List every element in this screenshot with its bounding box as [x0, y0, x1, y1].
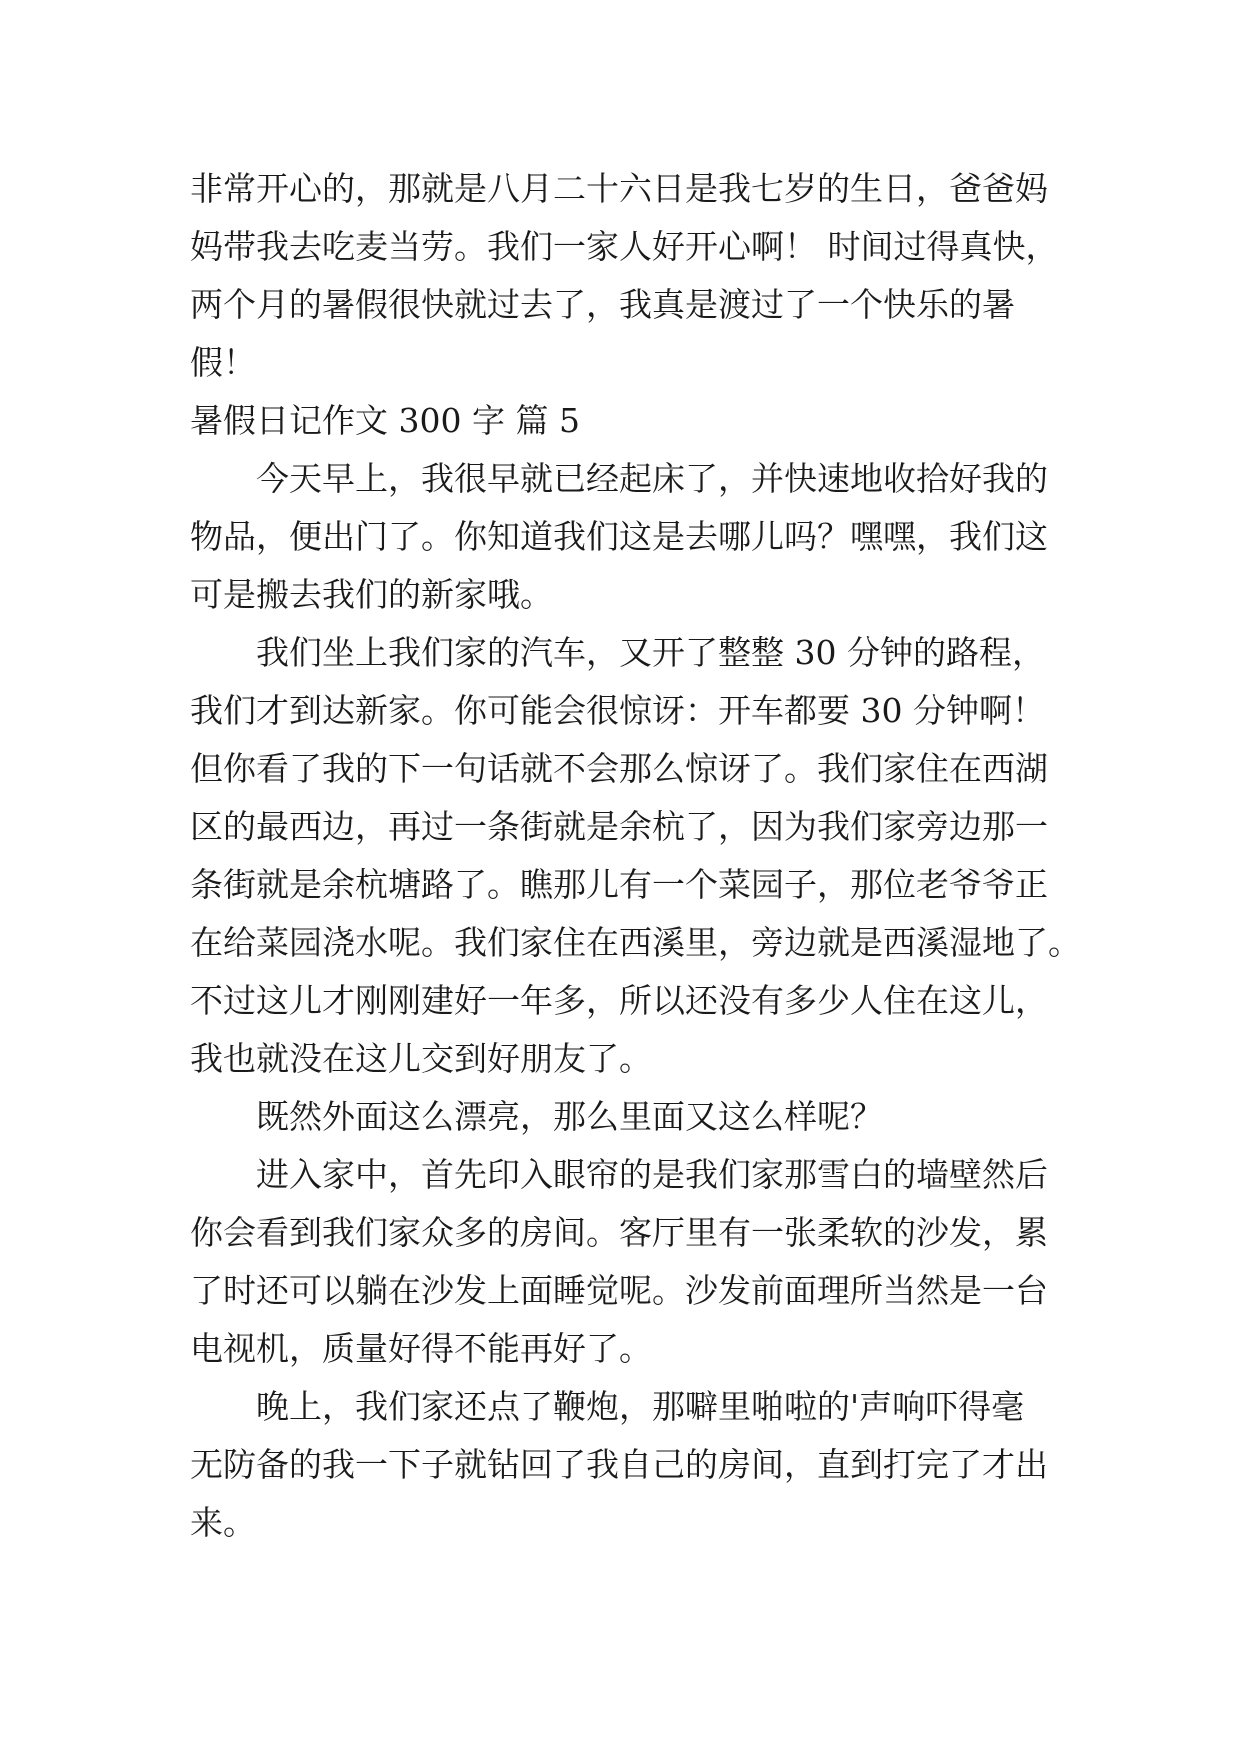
text-line: 我也就没在这儿交到好朋友了。	[190, 1039, 652, 1078]
section-heading: 暑假日记作文 300 字 篇 5	[190, 401, 580, 440]
text-line: 来。	[190, 1503, 256, 1542]
text-line: 你会看到我们家众多的房间。客厅里有一张柔软的沙发，累	[190, 1213, 1048, 1252]
text-line: 晚上，我们家还点了鞭炮，那噼里啪啦的'声响吓得毫	[256, 1387, 1025, 1426]
document-body	[190, 160, 1081, 1552]
text-line: 条街就是余杭塘路了。瞧那儿有一个菜园子，那位老爷爷正	[190, 865, 1048, 904]
text-line: 两个月的暑假很快就过去了，我真是渡过了一个快乐的暑	[190, 285, 1015, 324]
paragraph-5	[190, 1378, 1070, 1552]
paragraph-3	[190, 1088, 1070, 1146]
text-line: 既然外面这么漂亮，那么里面又这么样呢？	[256, 1097, 883, 1136]
paragraph-2	[190, 624, 1081, 1088]
text-line: 可是搬去我们的新家哦。	[190, 575, 553, 614]
paragraph-1	[190, 450, 1070, 624]
text-line: 电视机，质量好得不能再好了。	[190, 1329, 652, 1368]
paragraph-4	[190, 1146, 1070, 1378]
intro-paragraph	[190, 160, 1070, 392]
text-line: 区的最西边，再过一条街就是余杭了，因为我们家旁边那一	[190, 807, 1048, 846]
text-line: 但你看了我的下一句话就不会那么惊讶了。我们家住在西湖	[190, 749, 1048, 788]
text-line: 无防备的我一下子就钻回了我自己的房间，直到打完了才出	[190, 1445, 1048, 1484]
text-line: 妈带我去吃麦当劳。我们一家人好开心啊！ 时间过得真快，	[190, 227, 1059, 266]
text-line: 物品，便出门了。你知道我们这是去哪儿吗？嘿嘿，我们这	[190, 517, 1048, 556]
text-line: 进入家中，首先印入眼帘的是我们家那雪白的墙壁然后	[256, 1155, 1048, 1194]
text-line: 非常开心的，那就是八月二十六日是我七岁的生日，爸爸妈	[190, 169, 1048, 208]
text-line: 我们坐上我们家的汽车，又开了整整 30 分钟的路程，	[256, 633, 1045, 672]
text-line: 我们才到达新家。你可能会很惊讶：开车都要 30 分钟啊！	[190, 691, 1045, 730]
text-line: 不过这儿才刚刚建好一年多，所以还没有多少人住在这儿，	[190, 981, 1048, 1020]
text-line: 假！	[190, 343, 256, 382]
text-line: 在给菜园浇水呢。我们家住在西溪里，旁边就是西溪湿地了。	[190, 923, 1081, 962]
text-line: 今天早上，我很早就已经起床了，并快速地收拾好我的	[256, 459, 1048, 498]
text-line: 了时还可以躺在沙发上面睡觉呢。沙发前面理所当然是一台	[190, 1271, 1048, 1310]
